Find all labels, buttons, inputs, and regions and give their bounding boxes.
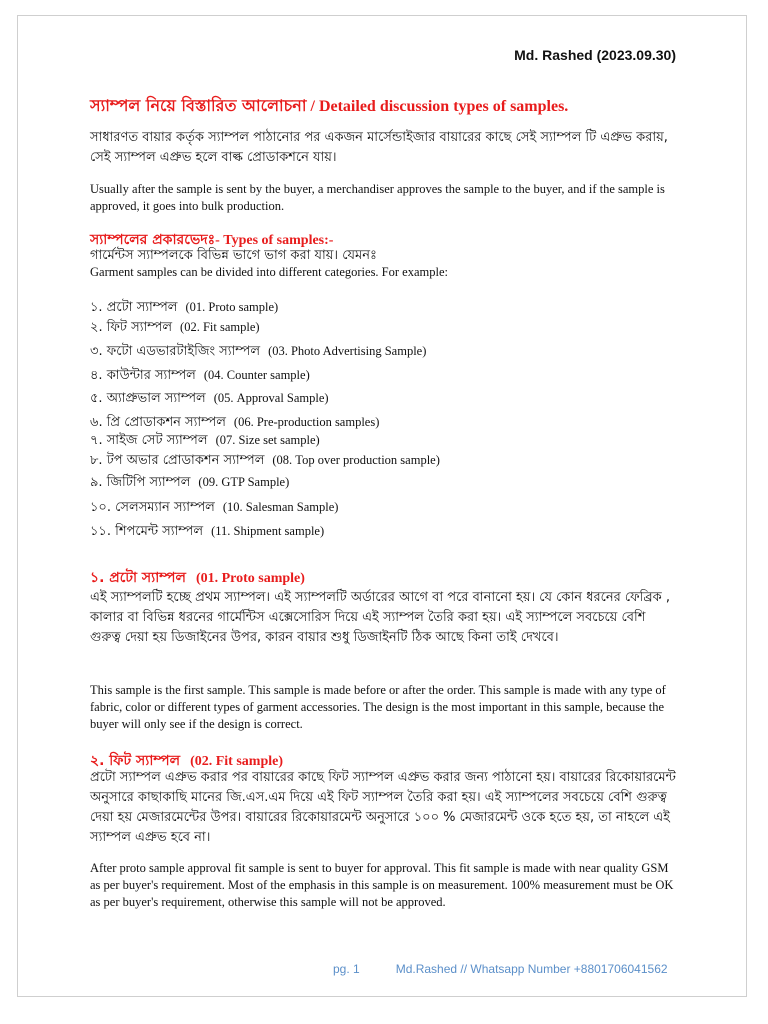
list-item-type-10: ১০. সেলসম্যান স্যাম্পল (10. Salesman Sample) bbox=[90, 500, 339, 515]
proto-bn-paragraph: এই স্যাম্পলটি হচ্ছে প্রথম স্যাম্পল। এই স্যাম্পলটি অর্ডারের আগে বা পরে বানানো হয়। যে কোন ধরনের ফেব্রিক , কালার বা বিভিন্ন ধরনের গার্মেন্টিস এক্সেসোরিস দিয়ে এই স্যাম্পল তৈরি করা হয়। এই স্যাম্পলে সবচেয়ে বেশি গুরুত্ব দেয়া হয় ডিজাইনের উপর, কারন বায়ার শুধু ডিজাইনটি ঠিক আছে কিনা তাই দেখবে। bbox=[90, 590, 670, 645]
page-footer bbox=[333, 962, 668, 976]
page-title bbox=[90, 93, 568, 120]
list-item-type-5: ৫. অ্যাপ্রুভাল স্যাম্পল (05. Approval Sample) bbox=[90, 391, 329, 406]
footer-contact: Md.Rashed // Whatsapp Number +8801706041562 bbox=[395, 962, 668, 976]
list-item-type-11: ১১. শিপমেন্ট স্যাম্পল (11. Shipment sample) bbox=[90, 524, 325, 539]
list-item-type-9: ৯. জিটিপি স্যাম্পল (09. GTP Sample) bbox=[90, 475, 290, 490]
fit-bn-paragraph: প্রটো স্যাম্পল এপ্রুভ করার পর বায়ারের কাছে ফিট স্যাম্পল এপ্রুভ করার জন্য পাঠানো হয়। বায়ারের রিকোয়ারমেন্ট অনুসারে কাছাকাছি মানের জি.এস.এম দিয়ে এই ফিট স্যাম্পল তৈরি করা হয়। এই স্যাম্পলের সবচেয়ে বেশি গুরুত্ব দেয়া হয় মেজারমেন্টের উপর। বায়ারের রিকোয়ারমেন্ট অনুসারে ১০০ % মেজারমেন্ট ওকে হতে হয়, তা নাহলে এই স্যাম্পল এপ্রুভ হবে না। bbox=[90, 770, 676, 845]
list-item-type-7: ৭. সাইজ সেট স্যাম্পল (07. Size set sample) bbox=[90, 433, 320, 448]
types-heading-en: - Types of samples:- bbox=[215, 233, 334, 248]
proto-heading-bn: ১. প্রটো স্যাম্পল bbox=[90, 570, 186, 586]
list-item-type-8: ৮. টপ অভার প্রোডাকশন স্যাম্পল (08. Top over production sample) bbox=[90, 453, 440, 468]
types-subtitle-bn: গার্মেন্টস স্যাম্পলকে বিভিন্ন ভাগে ভাগ করা যায়। যেমনঃ bbox=[90, 248, 377, 263]
proto-heading bbox=[90, 566, 680, 590]
author-date: Md. Rashed (2023.09.30) bbox=[514, 47, 676, 63]
fit-heading-en: (02. Fit sample) bbox=[190, 754, 283, 769]
list-item-type-1: ১. প্রটো স্যাম্পল (01. Proto sample) bbox=[90, 300, 279, 315]
page-title-bn: স্যাম্পল নিয়ে বিস্তারিত আলোচনা bbox=[90, 96, 307, 115]
list-item-type-2: ২. ফিট স্যাম্পল (02. Fit sample) bbox=[90, 320, 260, 335]
proto-heading-en: (01. Proto sample) bbox=[195, 571, 305, 586]
fit-heading-bn: ২. ফিট স্যাম্পল bbox=[90, 753, 181, 769]
list-item-type-6: ৬. প্রি প্রোডাকশন স্যাম্পল (06. Pre-production samples) bbox=[90, 415, 380, 430]
intro-en-paragraph: Usually after the sample is sent by the buyer, a merchandiser approves the sample to the buyer, and if the sample is approved, it goes into bulk production. bbox=[90, 182, 665, 213]
types-heading-bn: স্যাম্পলের প্রকারভেদঃ bbox=[90, 232, 216, 248]
types-subtitle-en: Garment samples can be divided into different categories. For example: bbox=[90, 265, 448, 279]
page-title-en: / Detailed discussion types of samples. bbox=[306, 98, 569, 115]
list-item-type-4: ৪. কাউন্টার স্যাম্পল (04. Counter sample) bbox=[90, 368, 310, 383]
proto-en-paragraph: This sample is the first sample. This sample is made before or after the order. This sample is made with any type of fabric, color or different types of garment accessories. The design is the most important in this sample, because the buyer will only see if the design is correct. bbox=[90, 683, 666, 731]
list-item-type-3: ৩. ফটো এডভারটাইজিং স্যাম্পল (03. Photo Advertising Sample) bbox=[90, 344, 427, 359]
intro-bn-paragraph: সাধারণত বায়ার কর্তৃক স্যাম্পল পাঠানোর পর একজন মার্সেন্ডাইজার বায়ারের কাছে সেই স্যাম্পল টি এপ্রুভ করায়, সেই স্যাম্পল এপ্রুভ হলে বাল্ক প্রোডাকশনে যায়। bbox=[90, 130, 668, 165]
fit-en-paragraph: After proto sample approval fit sample is sent to buyer for approval. This fit sample is made with near quality GSM as per buyer's requirement. Most of the emphasis in this sample is on measurement. 100% measurement must be OK as per buyer's requirement, otherwise this sample will not be approved. bbox=[90, 861, 674, 909]
page-number: pg. 1 bbox=[333, 962, 360, 976]
